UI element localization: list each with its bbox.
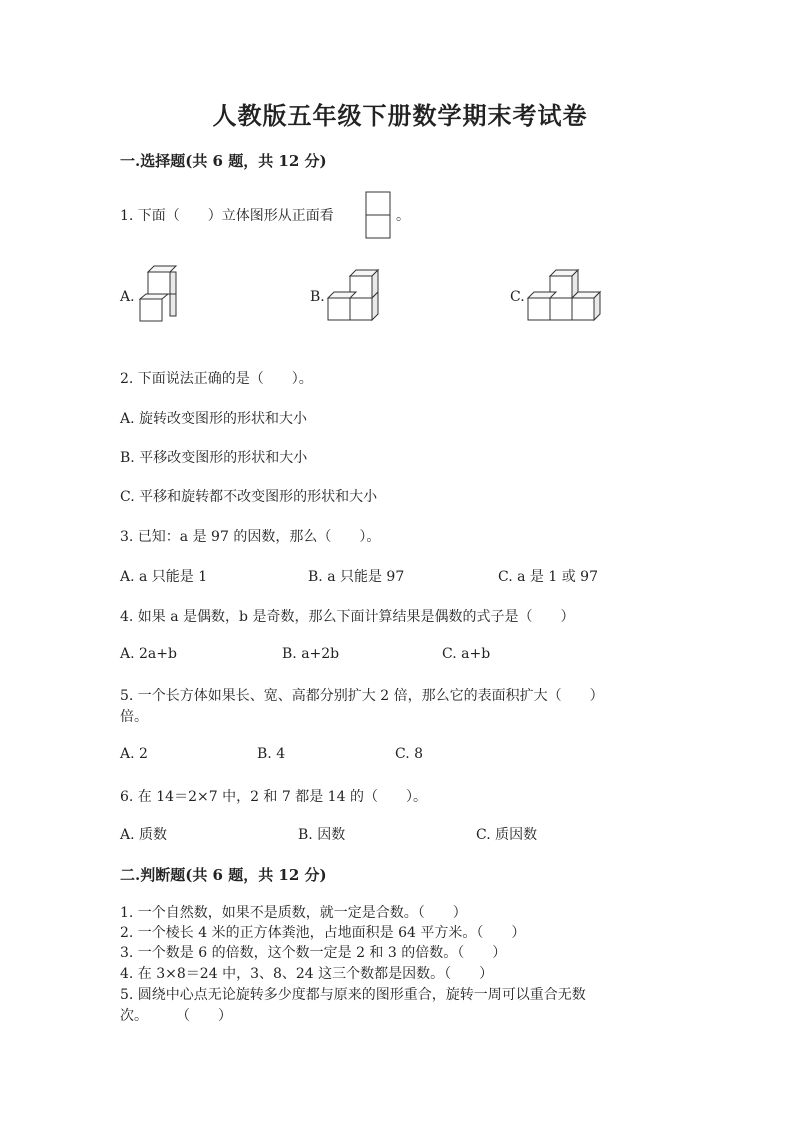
q1-option-c[interactable]: C. — [510, 289, 525, 305]
q1-option-a[interactable]: A. — [120, 289, 135, 305]
front-view-figure-icon — [364, 190, 394, 242]
q3-option-a[interactable]: A. a 只能是 1 — [120, 569, 208, 585]
question-4-text: 4. 如果 a 是偶数，b 是奇数，那么下面计算结果是偶数的式子是（ ） — [120, 609, 575, 625]
q6-option-c[interactable]: C. 质因数 — [476, 827, 538, 843]
question-6-text: 6. 在 14＝2×7 中，2 和 7 都是 14 的（ ）。 — [120, 789, 427, 805]
question-2-text: 2. 下面说法正确的是（ ）。 — [120, 371, 313, 387]
judgement-item-3: 3. 一个数是 6 的倍数，这个数一定是 2 和 3 的倍数。（ ） — [120, 945, 507, 961]
judgement-item-2: 2. 一个棱长 4 米的正方体粪池，占地面积是 64 平方米。（ ） — [120, 925, 526, 941]
page-title: 人教版五年级下册数学期末考试卷 — [212, 101, 588, 130]
judgement-item-1: 1. 一个自然数，如果不是质数，就一定是合数。（ ） — [120, 905, 467, 921]
judgement-item-5: 5. 圆绕中心点无论旋转多少度都与原来的图形重合，旋转一周可以重合无数 — [120, 987, 586, 1003]
question-5-text-line1: 5. 一个长方体如果长、宽、高都分别扩大 2 倍，那么它的表面积扩大（ ） — [120, 688, 604, 704]
q4-option-b[interactable]: B. a+2b — [282, 646, 340, 662]
cube-stack-b-icon — [326, 268, 384, 326]
q5-option-b[interactable]: B. 4 — [257, 746, 286, 762]
q2-option-b[interactable]: B. 平移改变图形的形状和大小 — [120, 450, 308, 466]
q3-option-c[interactable]: C. a 是 1 或 97 — [498, 569, 598, 585]
q5-option-c[interactable]: C. 8 — [395, 746, 424, 762]
question-5-text-line2: 倍。 — [120, 709, 148, 725]
q6-option-b[interactable]: B. 因数 — [298, 827, 346, 843]
q3-option-b[interactable]: B. a 只能是 97 — [308, 569, 405, 585]
q6-option-a[interactable]: A. 质数 — [120, 827, 168, 843]
judgement-item-4: 4. 在 3×8＝24 中，3、8、24 这三个数都是因数。（ ） — [120, 966, 494, 982]
question-1-tail: 。 — [396, 208, 410, 224]
q4-option-c[interactable]: C. a+b — [442, 646, 491, 662]
q2-option-a[interactable]: A. 旋转改变图形的形状和大小 — [120, 411, 308, 427]
cube-stack-c-icon — [526, 268, 606, 326]
cube-stack-a-icon — [138, 262, 182, 324]
section-heading-choice: 一.选择题(共 6 题，共 12 分) — [120, 152, 327, 170]
question-3-text: 3. 已知：a 是 97 的因数，那么（ ）。 — [120, 529, 381, 545]
q1-option-b[interactable]: B. — [310, 289, 325, 305]
q5-option-a[interactable]: A. 2 — [120, 746, 148, 762]
q2-option-c[interactable]: C. 平移和旋转都不改变图形的形状和大小 — [120, 489, 378, 505]
question-1-text: 1. 下面（ ）立体图形从正面看 — [120, 208, 334, 224]
judgement-item-5-line2: 次。 （ ） — [120, 1008, 232, 1024]
q4-option-a[interactable]: A. 2a+b — [120, 646, 177, 662]
section-heading-judgement: 二.判断题(共 6 题，共 12 分) — [120, 866, 327, 884]
